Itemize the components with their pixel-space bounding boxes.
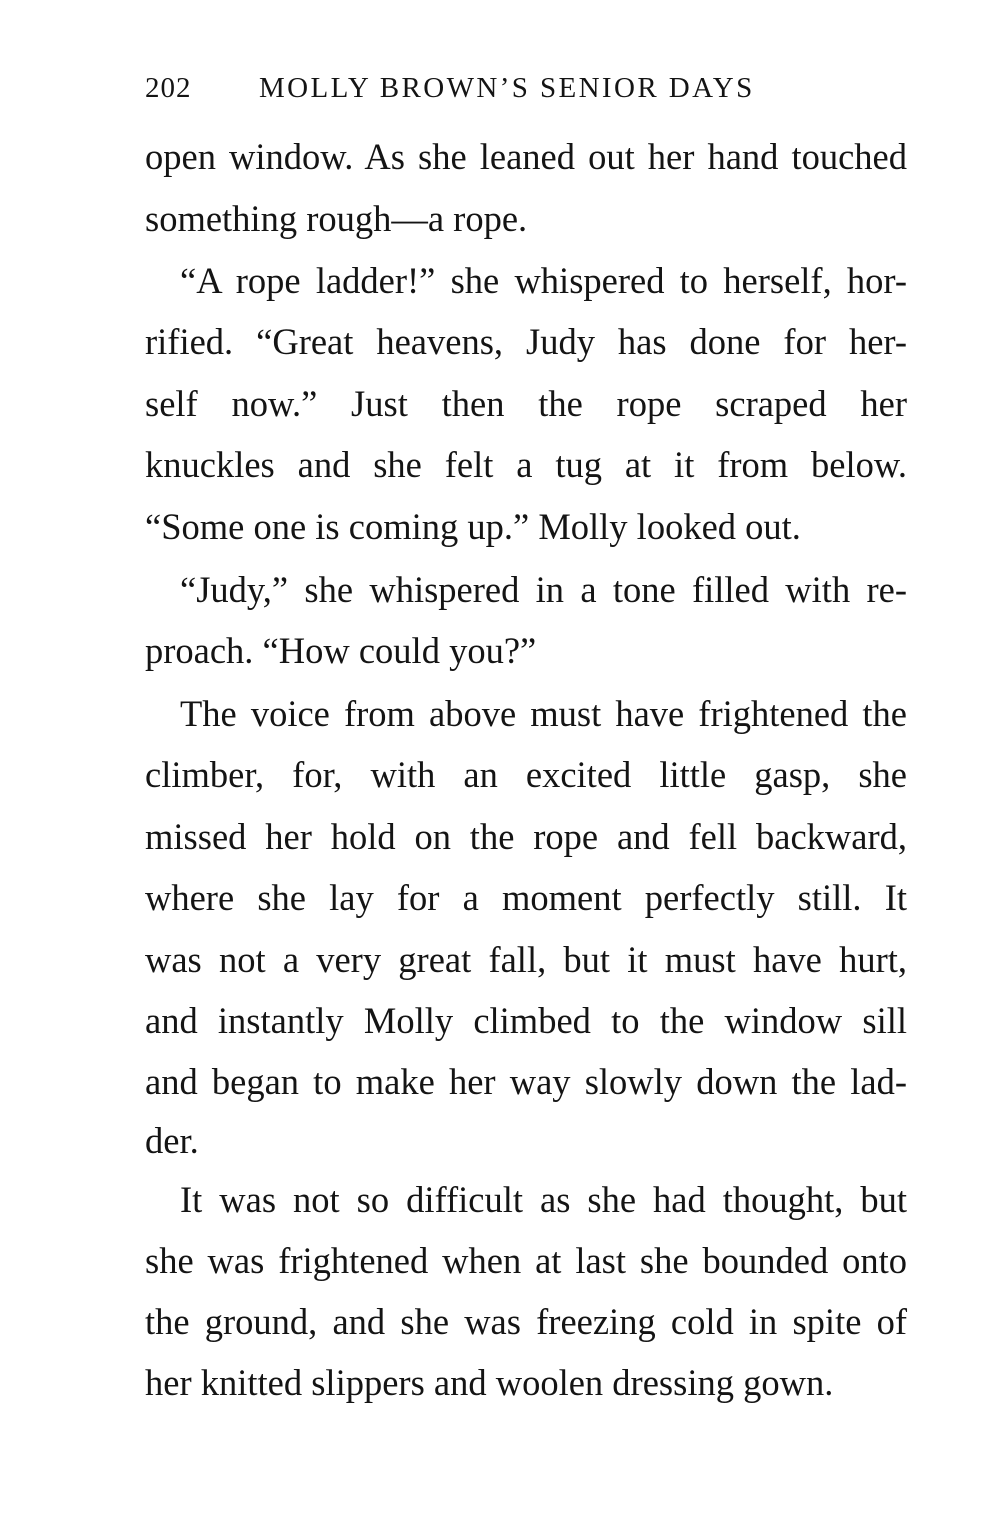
- running-head: [145, 68, 795, 112]
- text-line: something rough—a rope.: [145, 198, 528, 239]
- text-line: proach. “How could you?”: [145, 630, 537, 671]
- text-line: knuckles and she felt a tug at it from below.: [145, 444, 907, 485]
- text-line: “Some one is coming up.” Molly looked out.: [145, 506, 801, 547]
- text-line: open window. As she leaned out her hand touched: [145, 136, 907, 177]
- text-line: the ground, and she was freezing cold in spite of: [145, 1301, 907, 1342]
- text-line: The voice from above must have frightened the: [180, 693, 907, 734]
- text-line: where she lay for a moment perfectly still. It: [145, 877, 907, 918]
- text-line: and began to make her way slowly down the lad-: [145, 1061, 907, 1102]
- text-line: her knitted slippers and woolen dressing gown.: [145, 1362, 834, 1403]
- text-line: “Judy,” she whispered in a tone filled with re-: [180, 569, 907, 610]
- text-line: rified. “Great heavens, Judy has done for her-: [145, 321, 907, 362]
- text-line: climber, for, with an excited little gasp, she: [145, 754, 907, 795]
- text-line: and instantly Molly climbed to the window sill: [145, 1000, 907, 1041]
- text-line: was not a very great fall, but it must have hurt,: [145, 939, 907, 980]
- page-number: 202: [145, 72, 192, 104]
- text-line: It was not so difficult as she had thought, but: [180, 1179, 907, 1220]
- text-line: der.: [145, 1120, 199, 1161]
- text-line: she was frightened when at last she bounded onto: [145, 1240, 907, 1281]
- text-line: self now.” Just then the rope scraped her: [145, 383, 907, 424]
- text-line: “A rope ladder!” she whispered to herself, hor-: [180, 260, 907, 301]
- running-title: MOLLY BROWN’S SENIOR DAYS: [259, 72, 755, 104]
- text-line: missed her hold on the rope and fell backward,: [145, 816, 907, 857]
